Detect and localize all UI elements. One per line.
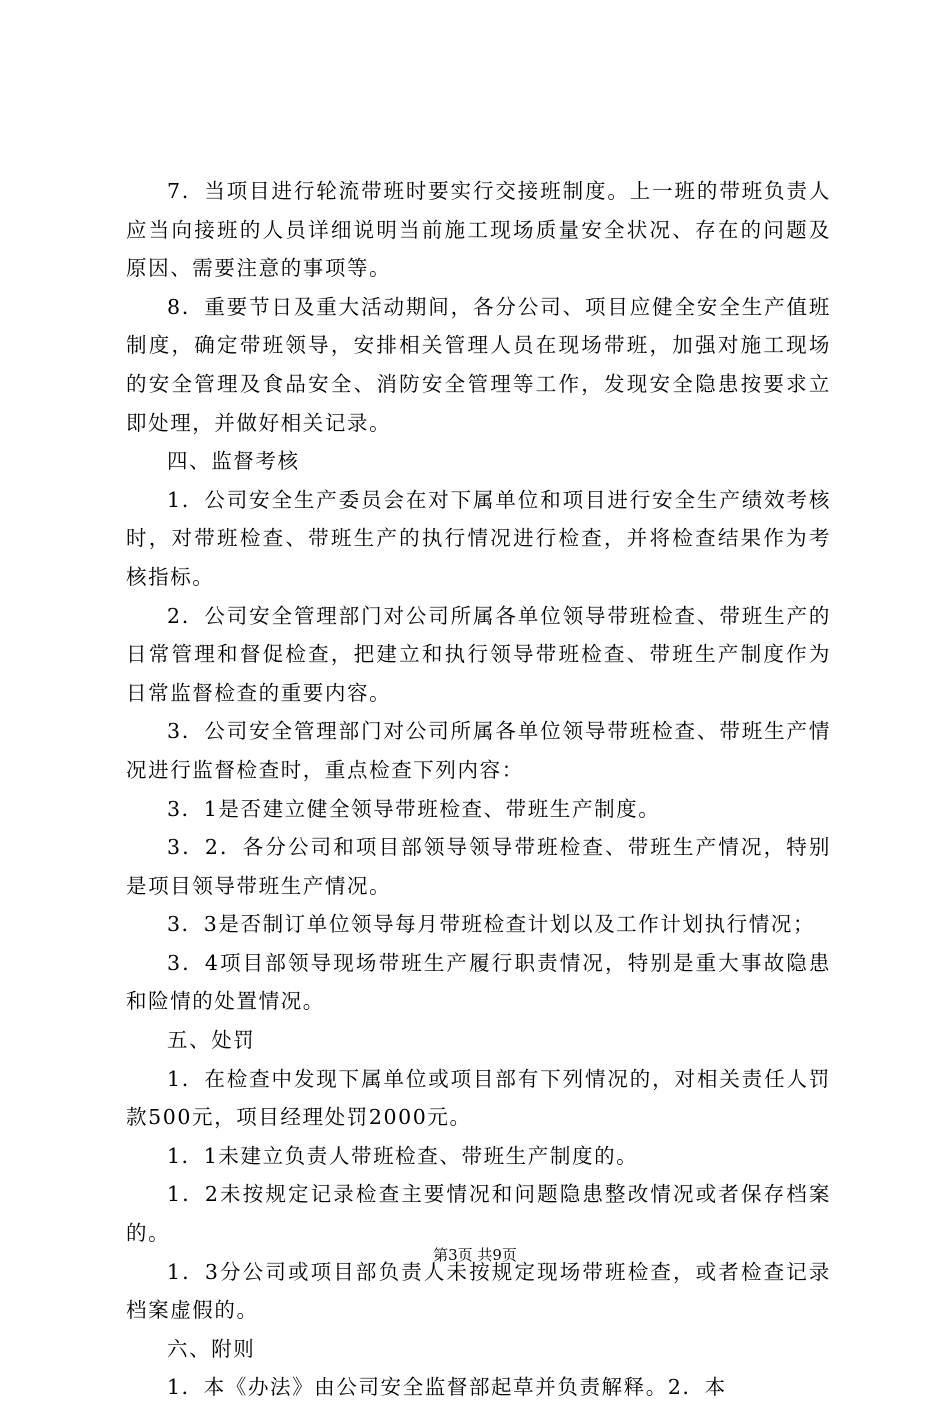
paragraph-8-holidays: 8．重要节日及重大活动期间，各分公司、项目应健全安全生产值班制度，确定带班领导，安排相关管理人员在现场带班，加强对施工现场的安全管理及食品安全、消防安全管理等工作，发现安全隐患按要求立即处理，并做好相关记录。 (126, 294, 831, 435)
section-heading-penalty: 五、处罚 (167, 1028, 256, 1053)
paragraph-penalty-1-1: 1．1未建立负责人带班检查、带班生产制度的。 (167, 1143, 639, 1168)
document-body (126, 172, 831, 1407)
section-heading-supplementary: 六、附则 (167, 1336, 256, 1361)
paragraph-supervision-2: 2．公司安全管理部门对公司所属各单位领导带班检查、带班生产的日常管理和督促检查，把建立和执行领导带班检查、带班生产制度作为日常监督检查的重要内容。 (126, 603, 831, 705)
paragraph-supervision-1: 1．公司安全生产委员会在对下属单位和项目进行安全生产绩效考核时，对带班检查、带班生产的执行情况进行检查，并将检查结果作为考核指标。 (126, 487, 831, 589)
paragraph-supervision-3-3: 3．3是否制订单位领导每月带班检查计划以及工作计划执行情况； (167, 912, 816, 937)
paragraph-7-handover: 7．当项目进行轮流带班时要实行交接班制度。上一班的带班负责人应当向接班的人员详细说明当前施工现场质量安全状况、存在的问题及原因、需要注意的事项等。 (126, 179, 831, 281)
paragraph-supplementary-1: 1．本《办法》由公司安全监督部起草并负责解释。2．本 (167, 1375, 727, 1400)
paragraph-supervision-3-1: 3．1是否建立健全领导带班检查、带班生产制度。 (167, 796, 661, 821)
paragraph-supervision-3: 3．公司安全管理部门对公司所属各单位领导带班检查、带班生产情况进行监督检查时，重点检查下列内容： (126, 719, 831, 782)
paragraph-supervision-3-4: 3．4项目部领导现场带班生产履行职责情况，特别是重大事故隐患和险情的处置情况。 (126, 950, 831, 1014)
paragraph-supervision-3-2: 3．2．各分公司和项目部领导领导带班检查、带班生产情况，特别是项目领导带班生产情况。 (126, 835, 831, 898)
paragraph-penalty-1: 1．在检查中发现下属单位或项目部有下列情况的，对相关责任人罚款500元，项目经理处罚2000元。 (126, 1066, 831, 1130)
paragraph-penalty-1-2: 1．2未按规定记录检查主要情况和问题隐患整改情况或者保存档案的。 (126, 1182, 831, 1246)
section-heading-supervision: 四、监督考核 (167, 449, 300, 474)
page-number-footer: 第3页 共9页 (433, 1246, 517, 1264)
paragraph-penalty-1-3: 1．3分公司或项目部负责人未按规定现场带班检查，或者检查记录档案虚假的。 (126, 1259, 831, 1323)
